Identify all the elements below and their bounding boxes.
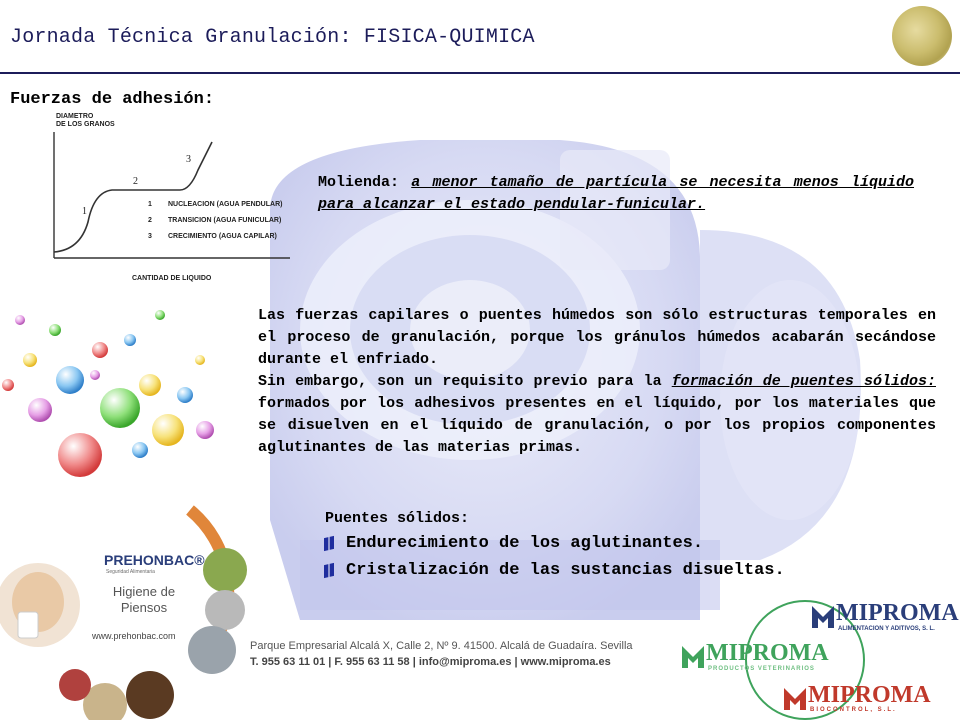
logo-bottom-sub: BIOCONTROL, S.L. (810, 707, 897, 713)
paragraph-2 (258, 371, 936, 459)
chart-legend-num-3: 3 (148, 233, 152, 240)
bubbles-illustration (0, 300, 230, 480)
puentes-item-2-text: Cristalización de las sustancias disueltas. (346, 561, 785, 580)
page-title: Jornada Técnica Granulación: FISICA-QUIMICA (10, 26, 535, 49)
ad-headline-line-2: Piensos (120, 600, 168, 615)
chart-legend-text-3: CRECIMIENTO (AGUA CAPILAR) (168, 233, 277, 240)
paragraph-2-emphasis: formación de puentes sólidos: (671, 373, 936, 390)
grain-sample-image (892, 6, 952, 66)
chart-legend-text-1: NUCLEACION (AGUA PENDULAR) (168, 201, 283, 208)
logo-middle-sub: PRODUCTOS VETERINARIOS (708, 666, 815, 672)
chart-ylabel-1: DIAMETRO (56, 113, 94, 120)
puentes-item-1 (324, 534, 703, 553)
prehonbac-tagline: Seguridad Alimentaria (106, 569, 155, 575)
footer-address: Parque Empresarial Alcalá X, Calle 2, Nº 9. 41500. Alcalá de Guadaíra. Sevilla (250, 640, 633, 652)
miproma-mark-icon (784, 688, 806, 710)
chart-phase-2: 2 (133, 176, 138, 187)
paragraph-1: Las fuerzas capilares o puentes húmedos son sólo estructuras temporales en el proceso de granulación, porque los gránulos húmedos acabarán secándose durante el enfriado. (258, 307, 936, 368)
chart-ylabel-2: DE LOS GRANOS (56, 121, 115, 128)
miproma-mark-icon (682, 646, 704, 668)
bullet-icon (324, 536, 334, 551)
chart-legend-num-1: 1 (148, 201, 152, 208)
prehonbac-name: PREHONBAC (104, 552, 195, 568)
footer-contact: T. 955 63 11 01 | F. 955 63 11 58 | info@miproma.es | www.miproma.es (250, 656, 611, 668)
chart-phase-1: 1 (82, 206, 87, 217)
molienda-text: a menor tamaño de partícula se necesita menos líquido para alcanzar el estado pendular-funicular. (318, 174, 915, 213)
chart-legend-num-2: 2 (148, 217, 152, 224)
main-paragraph (258, 305, 936, 459)
title-divider (0, 72, 960, 74)
puentes-item-1-text: Endurecimiento de los aglutinantes. (346, 534, 704, 553)
miproma-mark-icon (812, 606, 834, 628)
paragraph-2-lead: Sin embargo, son un requisito previo para la (258, 373, 672, 390)
paragraph-2-rest: formados por los adhesivos presentes en el líquido, por los materiales que se disuelven en el líquido de granulación, o por los propios componentes aglutinantes de las materias primas. (258, 395, 936, 456)
section-subtitle: Fuerzas de adhesión: (10, 90, 215, 109)
puentes-title: Puentes sólidos: (325, 510, 470, 527)
granule-growth-diagram (40, 112, 300, 292)
logo-middle-name: MIPROMA (706, 640, 829, 666)
ad-headline (104, 584, 184, 616)
ad-url: www.prehonbac.com (92, 631, 176, 641)
logo-top-name: MIPROMA (836, 600, 959, 626)
puentes-item-2 (324, 561, 785, 580)
logo-top-sub: ALIMENTACION Y ADITIVOS, S. L. (838, 626, 935, 632)
bullet-icon (324, 563, 334, 578)
chart-phase-3: 3 (186, 154, 191, 165)
chart-xlabel: CANTIDAD DE LIQUIDO (132, 275, 212, 282)
logo-bottom-name: MIPROMA (808, 682, 931, 708)
molienda-lead: Molienda: (318, 174, 412, 191)
chart-legend-text-2: TRANSICION (AGUA FUNICULAR) (168, 217, 282, 224)
prehonbac-brand (104, 552, 205, 568)
prehonbac-registered-mark: ® (194, 552, 205, 568)
ad-headline-line-1: Higiene de (112, 584, 176, 599)
molienda-note (318, 172, 914, 216)
